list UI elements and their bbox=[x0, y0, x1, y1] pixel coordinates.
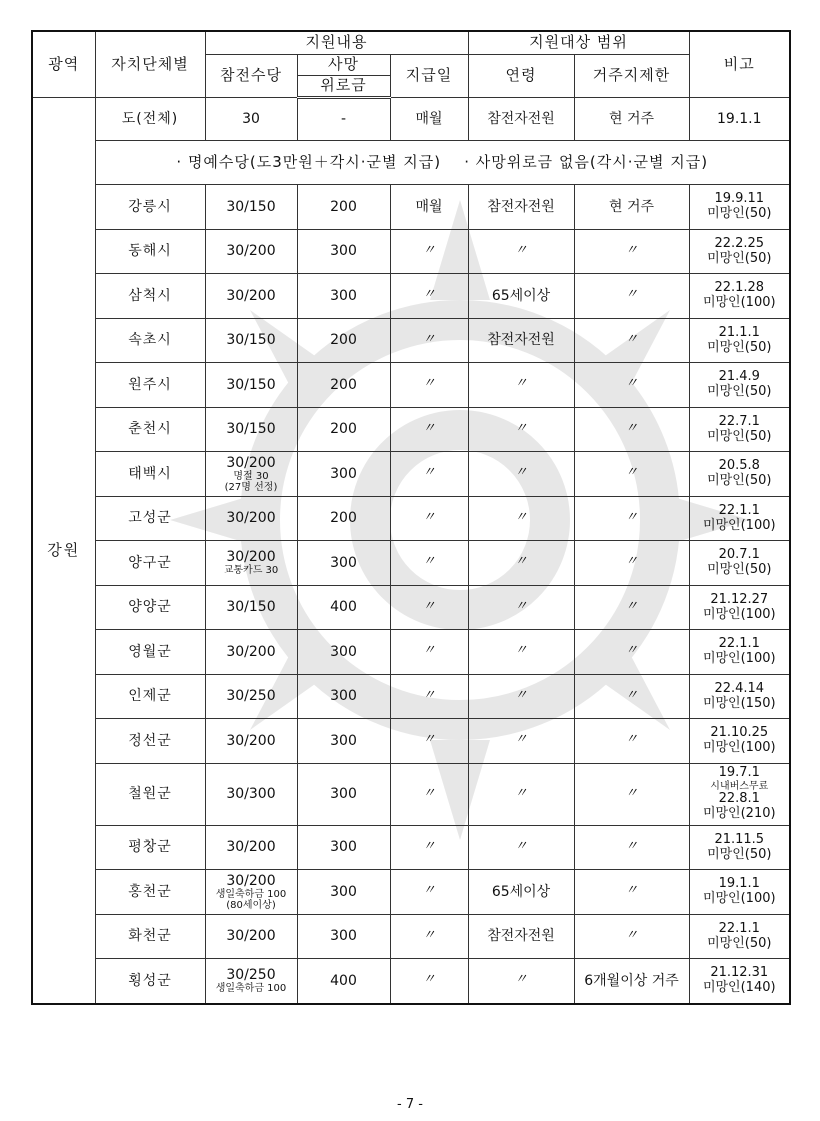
residence-cell: 〃 bbox=[574, 870, 689, 915]
age-cell: 〃 bbox=[468, 363, 574, 408]
allowance-value: 30/250 bbox=[226, 967, 276, 984]
province-allowance: 30 bbox=[205, 98, 297, 141]
city-cell: 홍천군 bbox=[95, 870, 205, 915]
payment-cell: 〃 bbox=[390, 585, 468, 630]
age-cell: 65세이상 bbox=[468, 870, 574, 915]
death-cell: 300 bbox=[297, 452, 390, 497]
city-cell: 인제군 bbox=[95, 674, 205, 719]
note-widow: 미망인(50) bbox=[707, 562, 772, 578]
note-widow: 미망인(50) bbox=[707, 384, 772, 400]
header-death-line1: 사망 bbox=[297, 55, 390, 76]
header-veteran-allowance: 참전수당 bbox=[205, 55, 297, 98]
death-cell: 400 bbox=[297, 585, 390, 630]
note-widow: 미망인(50) bbox=[707, 428, 772, 444]
allowance-extra-2: (80세이상) bbox=[226, 899, 276, 911]
province-payment: 매월 bbox=[390, 98, 468, 141]
table-row bbox=[32, 541, 790, 586]
residence-cell: 〃 bbox=[574, 630, 689, 675]
payment-cell: 〃 bbox=[390, 674, 468, 719]
note-widow: 미망인(50) bbox=[707, 339, 772, 355]
note-widow: 미망인(100) bbox=[702, 606, 776, 622]
note-widow: 미망인(100) bbox=[702, 740, 776, 756]
allowance-cell bbox=[205, 719, 297, 764]
note-widow: 미망인(100) bbox=[702, 651, 776, 667]
table-row bbox=[32, 870, 790, 915]
allowance-value: 30/300 bbox=[226, 785, 276, 802]
payment-cell: 〃 bbox=[390, 541, 468, 586]
table-row bbox=[32, 229, 790, 274]
allowance-cell bbox=[205, 541, 297, 586]
residence-cell: 〃 bbox=[574, 763, 689, 825]
allowance-value: 30/200 bbox=[226, 839, 276, 856]
allowance-value: 30/150 bbox=[226, 332, 276, 349]
payment-cell: 〃 bbox=[390, 318, 468, 363]
residence-cell: 〃 bbox=[574, 274, 689, 319]
note-widow: 미망인(50) bbox=[707, 846, 772, 862]
age-cell: 〃 bbox=[468, 452, 574, 497]
note-cell bbox=[689, 318, 790, 363]
payment-cell: 〃 bbox=[390, 229, 468, 274]
note-date: 21.10.25 bbox=[710, 725, 769, 741]
payment-cell: 〃 bbox=[390, 363, 468, 408]
residence-cell: 〃 bbox=[574, 674, 689, 719]
note-cell bbox=[689, 719, 790, 764]
note-widow: 미망인(210) bbox=[702, 806, 776, 822]
allowance-value: 30/150 bbox=[226, 421, 276, 438]
table-row bbox=[32, 407, 790, 452]
city-cell: 횡성군 bbox=[95, 959, 205, 1004]
note-date: 21.12.27 bbox=[710, 591, 769, 607]
note-date: 22.1.1 bbox=[718, 636, 760, 652]
city-cell: 원주시 bbox=[95, 363, 205, 408]
allowance-cell bbox=[205, 630, 297, 675]
note-date: 19.9.11 bbox=[714, 191, 765, 207]
note-date: 22.2.25 bbox=[714, 235, 765, 251]
city-cell: 양구군 bbox=[95, 541, 205, 586]
note-extra: 시내버스무료 bbox=[710, 781, 769, 793]
note-widow: 미망인(100) bbox=[702, 891, 776, 907]
header-region: 광역 bbox=[32, 31, 95, 98]
note-date: 22.1.1 bbox=[718, 920, 760, 936]
header-municipality: 자치단체별 bbox=[95, 31, 205, 98]
age-cell: 〃 bbox=[468, 674, 574, 719]
payment-cell: 〃 bbox=[390, 452, 468, 497]
allowance-extra: 생일축하금 100 bbox=[215, 983, 287, 995]
note-widow: 미망인(50) bbox=[707, 250, 772, 266]
allowance-cell bbox=[205, 585, 297, 630]
allowance-value: 30/200 bbox=[226, 732, 276, 749]
note-widow: 미망인(100) bbox=[702, 295, 776, 311]
table-row bbox=[32, 496, 790, 541]
residence-cell: 〃 bbox=[574, 496, 689, 541]
residence-cell: 6개월이상 거주 bbox=[574, 959, 689, 1004]
allowance-cell bbox=[205, 274, 297, 319]
note-cell bbox=[689, 870, 790, 915]
note-cell bbox=[689, 229, 790, 274]
age-cell: 〃 bbox=[468, 496, 574, 541]
age-cell: 〃 bbox=[468, 959, 574, 1004]
allowance-cell bbox=[205, 185, 297, 230]
age-cell: 〃 bbox=[468, 407, 574, 452]
support-table bbox=[31, 30, 791, 1005]
age-cell: 〃 bbox=[468, 630, 574, 675]
table-row bbox=[32, 674, 790, 719]
death-cell: 300 bbox=[297, 674, 390, 719]
note-widow: 미망인(140) bbox=[702, 980, 776, 996]
residence-cell: 〃 bbox=[574, 229, 689, 274]
note-cell bbox=[689, 674, 790, 719]
allowance-value: 30/150 bbox=[226, 376, 276, 393]
allowance-cell bbox=[205, 363, 297, 408]
allowance-cell bbox=[205, 318, 297, 363]
city-cell: 태백시 bbox=[95, 452, 205, 497]
city-cell: 화천군 bbox=[95, 914, 205, 959]
residence-cell: 〃 bbox=[574, 363, 689, 408]
table-row bbox=[32, 825, 790, 870]
allowance-value: 30/200 bbox=[226, 287, 276, 304]
death-cell: 200 bbox=[297, 496, 390, 541]
allowance-cell bbox=[205, 229, 297, 274]
note-date: 19.1.1 bbox=[718, 876, 760, 892]
allowance-extra-2: (27명 선정) bbox=[224, 481, 278, 493]
allowance-value: 30/200 bbox=[226, 928, 276, 945]
note-cell bbox=[689, 185, 790, 230]
death-cell: 300 bbox=[297, 630, 390, 675]
page-number: - 7 - bbox=[397, 1097, 423, 1112]
residence-cell: 〃 bbox=[574, 719, 689, 764]
note-cell bbox=[689, 496, 790, 541]
allowance-cell bbox=[205, 870, 297, 915]
payment-cell: 〃 bbox=[390, 274, 468, 319]
allowance-extra: 교통카드 30 bbox=[223, 565, 279, 577]
death-cell: 300 bbox=[297, 763, 390, 825]
note-date: 21.11.5 bbox=[714, 831, 765, 847]
city-cell: 정선군 bbox=[95, 719, 205, 764]
city-cell: 춘천시 bbox=[95, 407, 205, 452]
header-residence: 거주지제한 bbox=[574, 55, 689, 98]
payment-cell: 〃 bbox=[390, 630, 468, 675]
note-date: 20.7.1 bbox=[718, 547, 760, 563]
table-row bbox=[32, 185, 790, 230]
allowance-cell bbox=[205, 825, 297, 870]
header-age: 연령 bbox=[468, 55, 574, 98]
death-cell: 200 bbox=[297, 363, 390, 408]
note-widow: 미망인(50) bbox=[707, 473, 772, 489]
age-cell: 참전자전원 bbox=[468, 914, 574, 959]
allowance-cell bbox=[205, 674, 297, 719]
age-cell: 〃 bbox=[468, 229, 574, 274]
death-cell: 200 bbox=[297, 185, 390, 230]
allowance-cell bbox=[205, 452, 297, 497]
city-cell: 동해시 bbox=[95, 229, 205, 274]
header-death-line2: 위로금 bbox=[297, 76, 390, 98]
allowance-extra: 생일축하금 100 bbox=[215, 888, 287, 900]
note-cell bbox=[689, 630, 790, 675]
note-cell bbox=[689, 825, 790, 870]
residence-cell: 〃 bbox=[574, 318, 689, 363]
province-death: - bbox=[297, 98, 390, 141]
note-date: 21.1.1 bbox=[718, 324, 760, 340]
table-row bbox=[32, 630, 790, 675]
allowance-value: 30/150 bbox=[226, 198, 276, 215]
allowance-cell bbox=[205, 496, 297, 541]
age-cell: 〃 bbox=[468, 585, 574, 630]
note-widow: 미망인(150) bbox=[702, 695, 776, 711]
death-cell: 200 bbox=[297, 407, 390, 452]
note-date: 20.5.8 bbox=[718, 458, 760, 474]
allowance-extra: 명절 30 bbox=[233, 470, 269, 482]
allowance-cell bbox=[205, 407, 297, 452]
region-cell: 강원 bbox=[32, 98, 95, 1004]
payment-cell: 〃 bbox=[390, 959, 468, 1004]
note-date: 21.4.9 bbox=[718, 369, 760, 385]
age-cell: 참전자전원 bbox=[468, 185, 574, 230]
age-cell: 〃 bbox=[468, 825, 574, 870]
death-cell: 300 bbox=[297, 914, 390, 959]
header-eligibility: 지원대상 범위 bbox=[468, 31, 689, 55]
note-cell bbox=[689, 274, 790, 319]
table-row bbox=[32, 318, 790, 363]
payment-cell: 〃 bbox=[390, 914, 468, 959]
allowance-value: 30/200 bbox=[226, 549, 276, 566]
allowance-value: 30/200 bbox=[226, 643, 276, 660]
death-cell: 400 bbox=[297, 959, 390, 1004]
note-date: 22.4.14 bbox=[714, 680, 765, 696]
age-cell: 참전자전원 bbox=[468, 318, 574, 363]
table-row bbox=[32, 719, 790, 764]
death-cell: 300 bbox=[297, 229, 390, 274]
death-cell: 300 bbox=[297, 541, 390, 586]
age-cell: 〃 bbox=[468, 719, 574, 764]
city-cell: 철원군 bbox=[95, 763, 205, 825]
death-cell: 300 bbox=[297, 825, 390, 870]
city-cell: 양양군 bbox=[95, 585, 205, 630]
note-date-2: 22.8.1 bbox=[718, 791, 760, 807]
city-cell: 속초시 bbox=[95, 318, 205, 363]
table-row bbox=[32, 763, 790, 825]
note-date: 22.1.28 bbox=[714, 280, 765, 296]
age-cell: 〃 bbox=[468, 763, 574, 825]
allowance-value: 30/150 bbox=[226, 599, 276, 616]
city-cell: 고성군 bbox=[95, 496, 205, 541]
table-row bbox=[32, 363, 790, 408]
city-cell: 강릉시 bbox=[95, 185, 205, 230]
city-cell: 평창군 bbox=[95, 825, 205, 870]
province-note: 19.1.1 bbox=[689, 98, 790, 141]
payment-cell: 〃 bbox=[390, 870, 468, 915]
note-date: 22.1.1 bbox=[718, 502, 760, 518]
summary-left: · 명예수당(도3만원＋각시·군별 지급) bbox=[176, 152, 442, 171]
note-cell bbox=[689, 914, 790, 959]
summary-right: · 사망위로금 없음(각시·군별 지급) bbox=[464, 152, 709, 171]
residence-cell: 〃 bbox=[574, 452, 689, 497]
header-payment-date: 지급일 bbox=[390, 55, 468, 98]
table-row bbox=[32, 914, 790, 959]
province-residence: 현 거주 bbox=[574, 98, 689, 141]
death-cell: 300 bbox=[297, 870, 390, 915]
note-widow: 미망인(100) bbox=[702, 517, 776, 533]
province-age: 참전자전원 bbox=[468, 98, 574, 141]
note-cell bbox=[689, 585, 790, 630]
allowance-value: 30/200 bbox=[226, 454, 276, 471]
note-cell bbox=[689, 541, 790, 586]
payment-cell: 매월 bbox=[390, 185, 468, 230]
residence-cell: 〃 bbox=[574, 914, 689, 959]
allowance-value: 30/250 bbox=[226, 688, 276, 705]
table-row bbox=[32, 585, 790, 630]
table-row bbox=[32, 959, 790, 1004]
note-cell bbox=[689, 763, 790, 825]
summary-row bbox=[95, 141, 790, 185]
age-cell: 65세이상 bbox=[468, 274, 574, 319]
death-cell: 300 bbox=[297, 274, 390, 319]
payment-cell: 〃 bbox=[390, 407, 468, 452]
header-support-content: 지원내용 bbox=[205, 31, 468, 55]
allowance-cell bbox=[205, 763, 297, 825]
note-date: 21.12.31 bbox=[710, 965, 769, 981]
note-cell bbox=[689, 363, 790, 408]
allowance-cell bbox=[205, 914, 297, 959]
note-date: 19.7.1 bbox=[718, 765, 760, 781]
allowance-value: 30/200 bbox=[226, 243, 276, 260]
note-cell bbox=[689, 959, 790, 1004]
payment-cell: 〃 bbox=[390, 719, 468, 764]
city-cell: 영월군 bbox=[95, 630, 205, 675]
residence-cell: 〃 bbox=[574, 407, 689, 452]
table-row bbox=[32, 452, 790, 497]
residence-cell: 〃 bbox=[574, 825, 689, 870]
payment-cell: 〃 bbox=[390, 825, 468, 870]
residence-cell: 현 거주 bbox=[574, 185, 689, 230]
payment-cell: 〃 bbox=[390, 763, 468, 825]
death-cell: 200 bbox=[297, 318, 390, 363]
note-date: 22.7.1 bbox=[718, 413, 760, 429]
note-cell bbox=[689, 407, 790, 452]
allowance-cell bbox=[205, 959, 297, 1004]
note-widow: 미망인(50) bbox=[707, 206, 772, 222]
allowance-value: 30/200 bbox=[226, 872, 276, 889]
note-cell bbox=[689, 452, 790, 497]
note-widow: 미망인(50) bbox=[707, 935, 772, 951]
city-cell: 삼척시 bbox=[95, 274, 205, 319]
province-city: 도(전체) bbox=[95, 98, 205, 141]
death-cell: 300 bbox=[297, 719, 390, 764]
residence-cell: 〃 bbox=[574, 585, 689, 630]
allowance-value: 30/200 bbox=[226, 510, 276, 527]
residence-cell: 〃 bbox=[574, 541, 689, 586]
payment-cell: 〃 bbox=[390, 496, 468, 541]
table-row bbox=[32, 274, 790, 319]
header-remarks: 비고 bbox=[689, 31, 790, 98]
age-cell: 〃 bbox=[468, 541, 574, 586]
